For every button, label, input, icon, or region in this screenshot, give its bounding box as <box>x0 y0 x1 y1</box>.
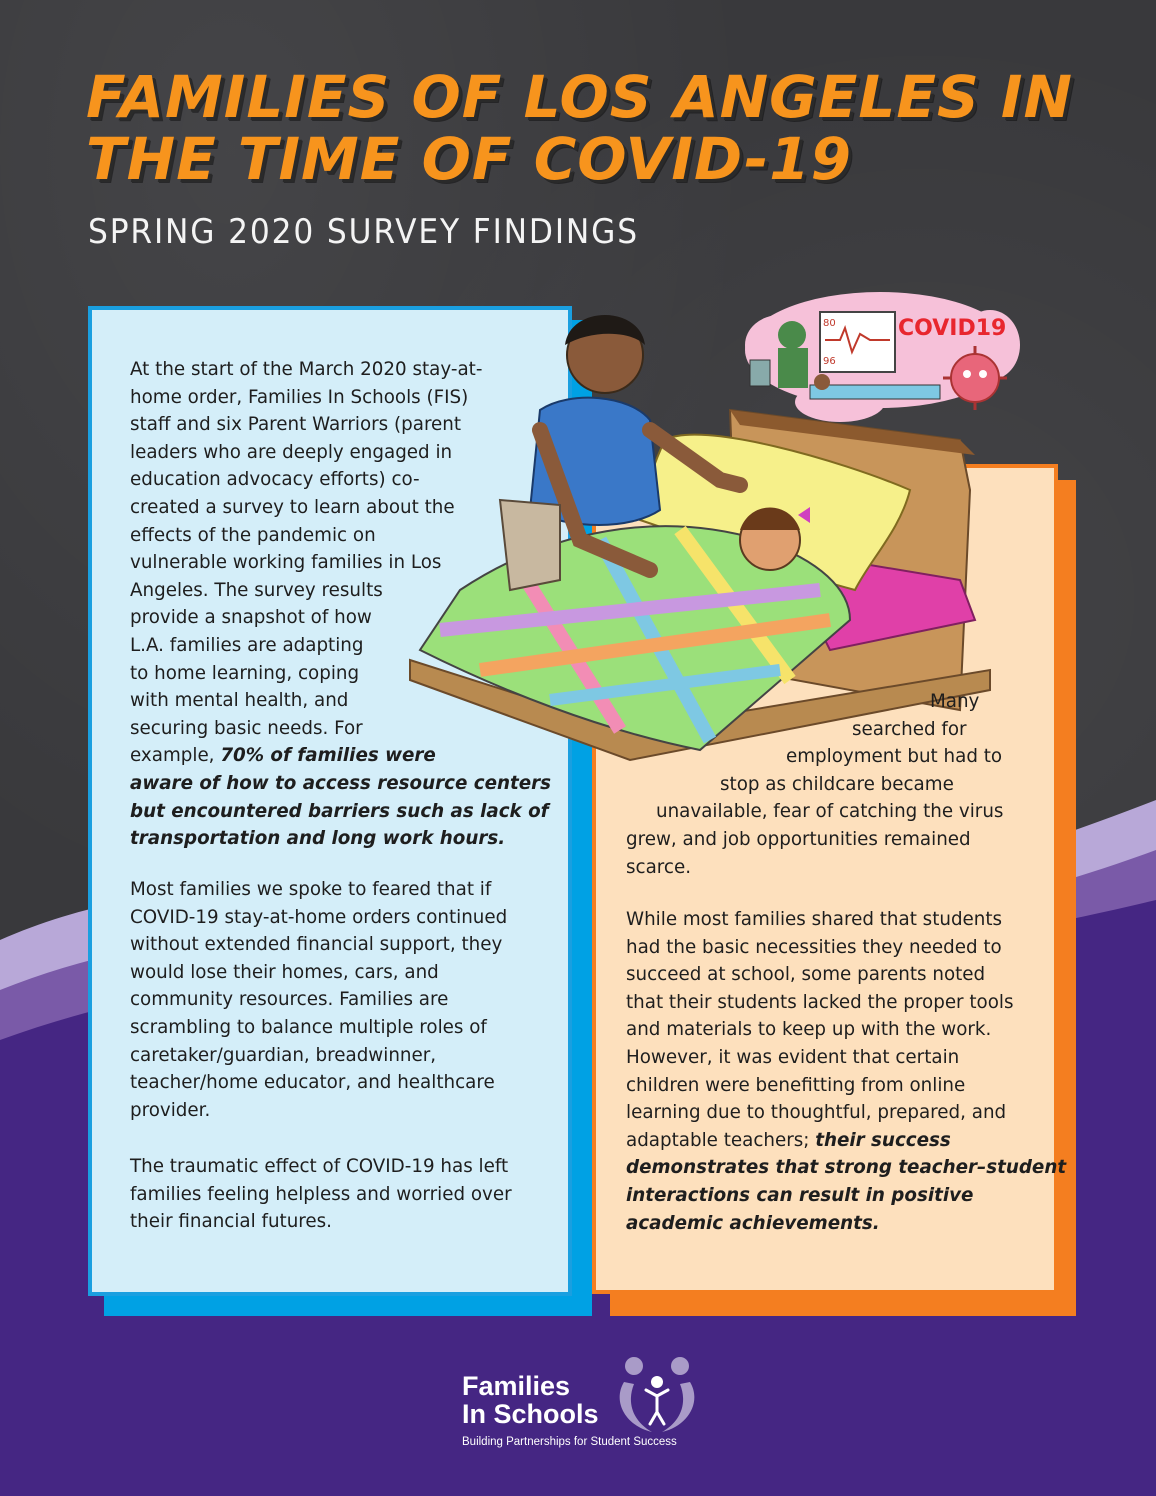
adaptable-prefix: adaptable teachers; <box>626 1129 816 1151</box>
monitor-value-top: 80 <box>823 318 836 329</box>
left-p1-line: securing basic needs. For <box>130 717 363 739</box>
left-p1-line: vulnerable working families in Los <box>130 552 442 574</box>
right-p2-mixed-line <box>626 1127 1066 1155</box>
left-p2-line: would lose their homes, cars, and <box>130 961 439 983</box>
left-p2-line: community resources. Families are <box>130 989 449 1011</box>
emphasis-text: their success <box>815 1129 951 1151</box>
left-p3-line: The traumatic effect of COVID-19 has left <box>130 1156 509 1177</box>
left-p2-line: COVID-19 stay-at-home orders continued <box>130 906 508 928</box>
left-p1-line: education advocacy efforts) co- <box>130 469 420 491</box>
left-p1-line: staff and six Parent Warriors (parent <box>130 414 462 436</box>
logo-wordmark <box>462 1372 599 1428</box>
families-in-schools-logo <box>462 1352 712 1452</box>
right-p1-line: stop as childcare became <box>720 773 954 795</box>
page-title <box>86 63 1126 193</box>
right-p2-line: had the basic necessities they needed to <box>626 936 1002 958</box>
left-p1-line: home order, Families In Schools (FIS) <box>130 386 469 408</box>
right-p1-line: employment but had to <box>786 746 1003 768</box>
title-line-2: THE TIME OF COVID-19 <box>86 125 852 193</box>
left-paragraph-2 <box>130 876 507 1124</box>
right-p2-line: succeed at school, some parents noted <box>626 964 986 986</box>
emphasis-line: demonstrates that strong teacher–student <box>626 1157 1067 1179</box>
left-p3-line: families feeling helpless and worried over <box>130 1183 512 1205</box>
left-p2-line: teacher/home educator, and healthcare <box>130 1072 495 1094</box>
right-p1-line: searched for <box>852 718 967 740</box>
left-p1-line: created a survey to learn about the <box>130 496 455 518</box>
right-p2-line: learning due to thoughtful, prepared, and <box>626 1102 1007 1124</box>
emphasis-line: but encountered barriers such as lack of <box>130 800 549 822</box>
right-paragraph-1 <box>626 688 1026 881</box>
emphasis-line: academic achievements. <box>626 1212 880 1234</box>
emphasis-text: 70% of families were <box>220 745 436 767</box>
left-p2-line: caretaker/guardian, breadwinner, <box>130 1044 437 1066</box>
left-p1-example-line <box>130 742 551 770</box>
right-paragraph-2 <box>626 906 1066 1237</box>
left-p1-line: effects of the pandemic on <box>130 524 376 546</box>
right-p1-line: unavailable, fear of catching the virus <box>656 801 1004 823</box>
right-p1-line: scarce. <box>626 856 692 878</box>
left-p2-line: scrambling to balance multiple roles of <box>130 1016 487 1038</box>
left-p1-line: L.A. families are adapting <box>130 634 364 656</box>
left-p1-line: with mental health, and <box>130 690 349 712</box>
left-paragraph-3 <box>130 1153 512 1236</box>
monitor-value-bottom: 96 <box>823 356 836 367</box>
right-p1-line: grew, and job opportunities remained <box>626 828 971 850</box>
left-p1-line: to home learning, coping <box>130 662 360 684</box>
left-p1-line: At the start of the March 2020 stay-at- <box>130 359 483 380</box>
emphasis-line: interactions can result in positive <box>626 1184 974 1206</box>
right-p2-line: While most families shared that students <box>626 909 1003 930</box>
left-p2-line: provider. <box>130 1099 211 1121</box>
right-p2-line: and materials to keep up with the work. <box>626 1019 992 1041</box>
left-p1-line: Angeles. The survey results <box>130 579 383 601</box>
right-p2-line: children were benefitting from online <box>626 1074 966 1096</box>
family-icon <box>612 1352 702 1436</box>
emphasis-line: transportation and long work hours. <box>130 828 506 850</box>
left-p2-line: Most families we spoke to feared that if <box>130 879 492 900</box>
emphasis-line: aware of how to access resource centers <box>130 772 552 794</box>
covid-bubble-label: COVID19 <box>898 316 1007 341</box>
left-p1-line: leaders who are deeply engaged in <box>130 441 453 463</box>
right-p2-line: that their students lacked the proper tools <box>626 991 1014 1013</box>
right-p2-line: However, it was evident that certain <box>626 1046 960 1068</box>
logo-line-2: In Schools <box>462 1399 599 1429</box>
right-p1-line: Many <box>930 691 980 712</box>
logo-tagline: Building Partnerships for Student Success <box>462 1436 677 1448</box>
title-line-1: FAMILIES OF LOS ANGELES IN <box>86 63 1074 131</box>
left-p1-line: provide a snapshot of how <box>130 607 372 629</box>
left-p2-line: without extended financial support, they <box>130 934 503 956</box>
logo-line-1: Families <box>462 1371 571 1401</box>
left-p3-line: their financial futures. <box>130 1211 332 1233</box>
example-prefix: example, <box>130 745 221 767</box>
page-subtitle: SPRING 2020 SURVEY FINDINGS <box>88 212 639 252</box>
left-paragraph-1 <box>130 356 551 853</box>
